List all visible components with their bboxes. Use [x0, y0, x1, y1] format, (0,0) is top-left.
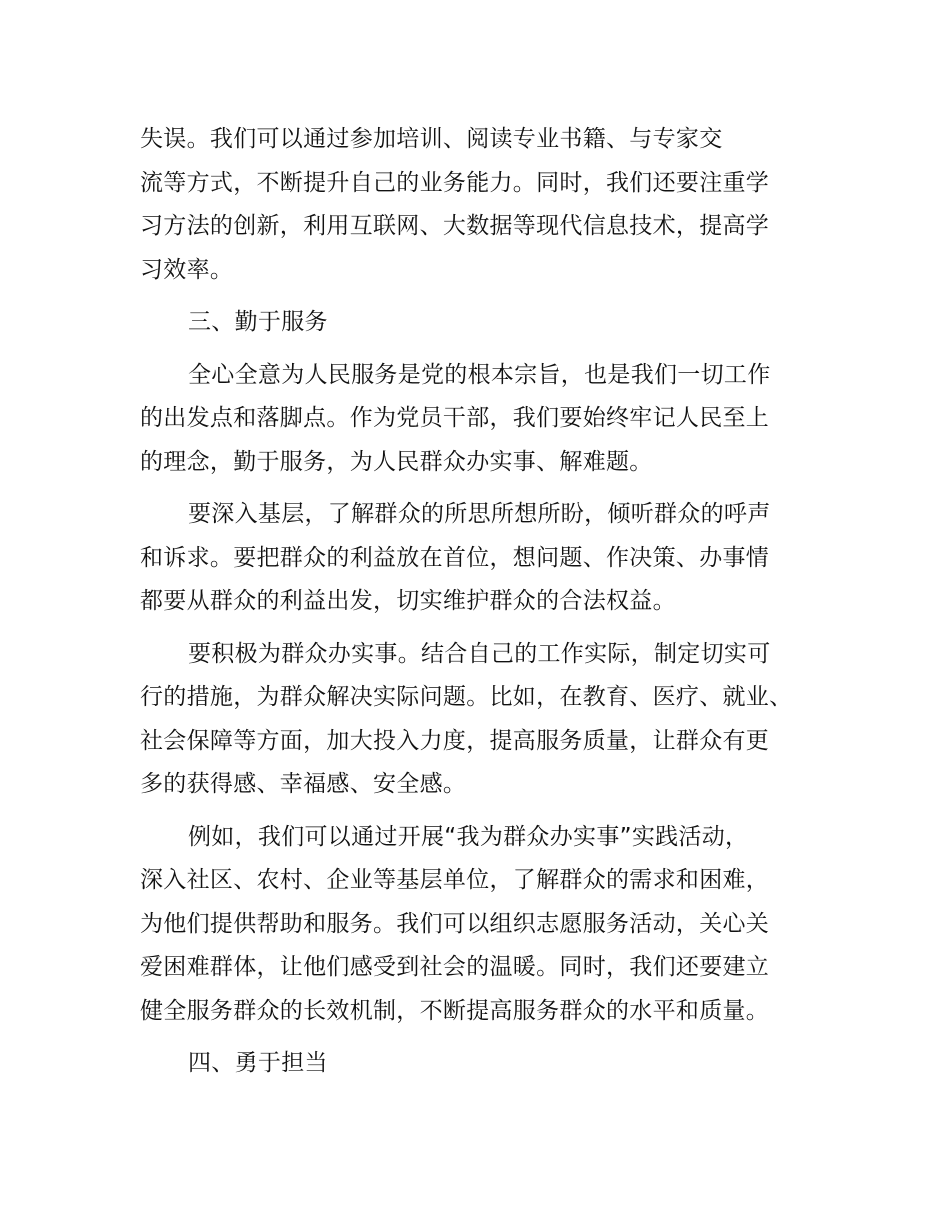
text-line: 为他们提供帮助和服务。我们可以组织志愿服务活动，关心关 — [140, 910, 770, 937]
text-line: 深入社区、农村、企业等基层单位，了解群众的需求和困难， — [140, 867, 770, 893]
section-heading-3: 三、勤于服务 — [188, 309, 328, 335]
text-line: 健全服务群众的长效机制，不断提高服务群众的水平和质量。 — [140, 997, 770, 1024]
text-line: 失误。我们可以通过参加培训、阅读专业书籍、与专家交 — [140, 126, 723, 152]
paragraph-service-purpose — [140, 354, 812, 485]
section-heading-4: 四、勇于担当 — [188, 1050, 328, 1076]
text-line: 例如，我们可以通过开展“我为群众办实事”实践活动， — [188, 823, 749, 850]
text-line: 全心全意为人民服务是党的根本宗旨，也是我们一切工作 — [188, 361, 771, 388]
text-line: 都要从群众的利益出发，切实维护群众的合法权益。 — [140, 588, 676, 614]
text-line: 要深入基层，了解群众的所思所想所盼，倾听群众的呼声 — [188, 501, 771, 527]
text-line: 社会保障等方面，加大投入力度，提高服务质量，让群众有更 — [140, 727, 770, 754]
paragraph-continuation — [140, 118, 812, 292]
text-line: 要积极为群众办实事。结合自己的工作实际，制定切实可 — [188, 640, 771, 667]
text-line: 习效率。 — [140, 256, 234, 283]
paragraph-example — [140, 816, 812, 1034]
text-line: 和诉求。要把群众的利益放在首位，想问题、作决策、办事情 — [140, 544, 770, 571]
text-line: 爱困难群体，让他们感受到社会的温暖。同时，我们还要建立 — [140, 954, 770, 980]
paragraph-grassroots — [140, 493, 812, 624]
document-page — [140, 118, 812, 1095]
text-line: 的出发点和落脚点。作为党员干部，我们要始终牢记人民至上 — [140, 405, 770, 431]
text-line: 习方法的创新，利用互联网、大数据等现代信息技术，提高学 — [140, 213, 770, 239]
paragraph-practical-work — [140, 633, 812, 807]
text-line: 流等方式，不断提升自己的业务能力。同时，我们还要注重学 — [140, 169, 770, 196]
text-line: 行的措施，为群众解决实际问题。比如，在教育、医疗、就业、 — [140, 684, 793, 710]
text-line: 多的获得感、幸福感、安全感。 — [140, 771, 467, 797]
text-line: 的理念，勤于服务，为人民群众办实事、解难题。 — [140, 448, 653, 475]
